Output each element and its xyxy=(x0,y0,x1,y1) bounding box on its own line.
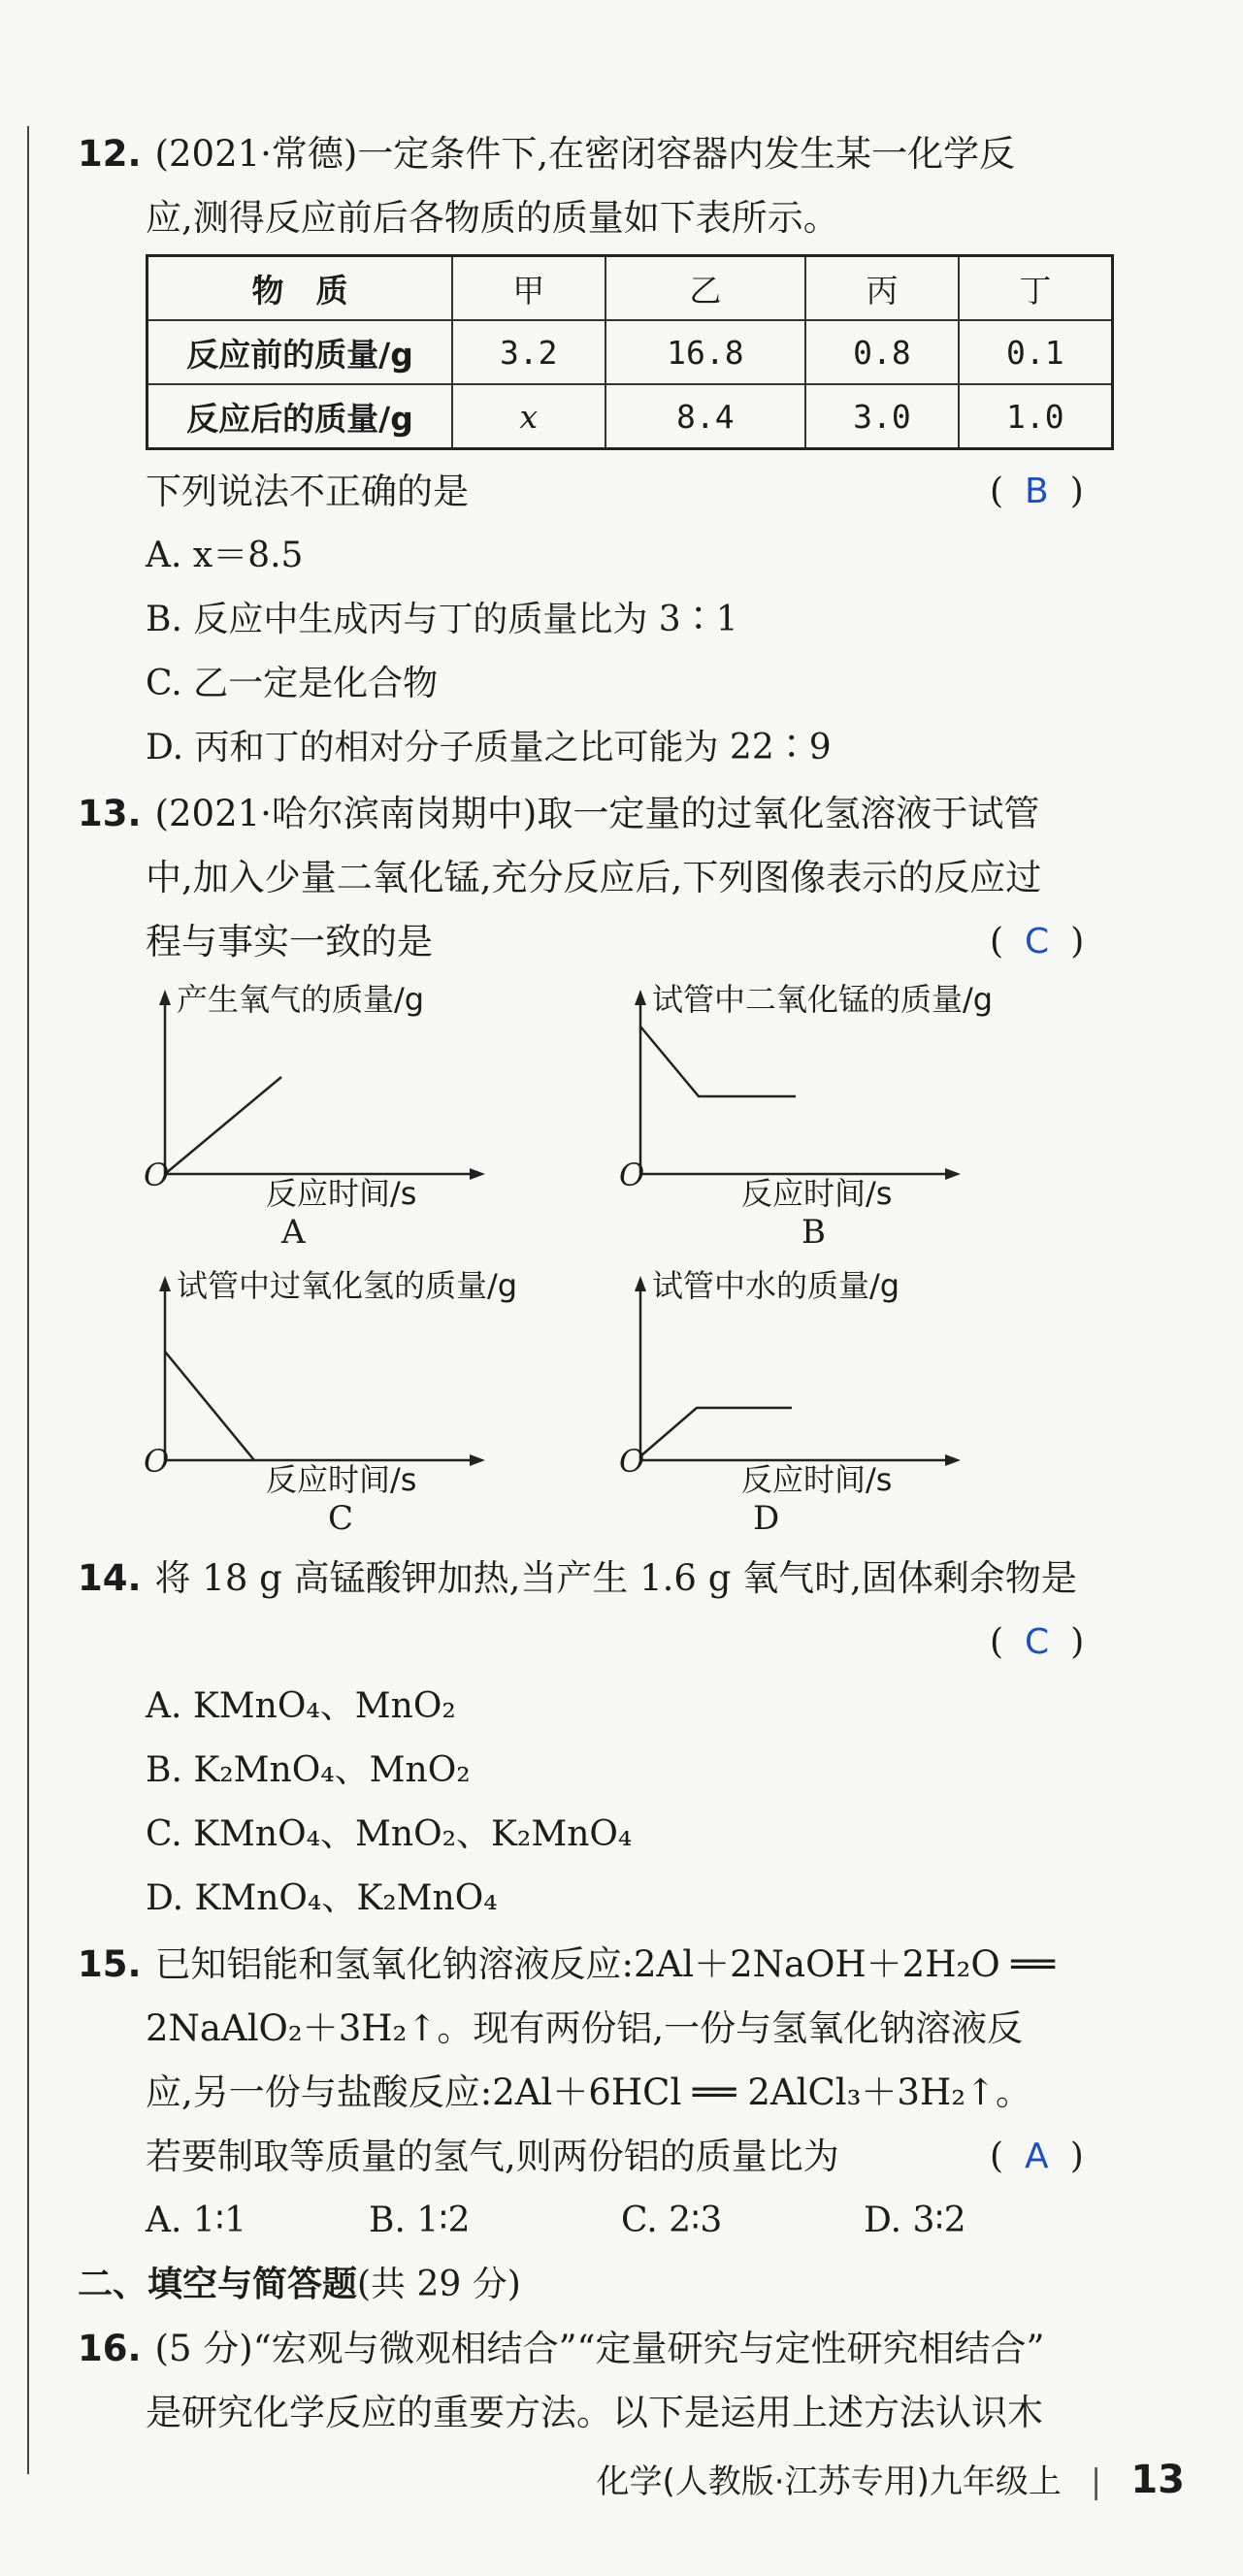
q16-text1: (5 分)“宏观与微观相结合”“定量研究与定性研究相结合” xyxy=(154,2328,1045,2369)
x-axis-arrow-icon xyxy=(470,1454,485,1466)
table-cell: 反应后的质量/g xyxy=(147,384,453,449)
x-axis-arrow-icon xyxy=(945,1168,961,1180)
q15-text1: 已知铝能和氢氧化钠溶液反应:2Al＋2NaOH＋2H₂O ══ xyxy=(154,1943,1055,1985)
table-header-cell: 乙 xyxy=(605,256,806,321)
graph-c-ylabel: 试管中过氧化氢的质量/g xyxy=(177,1267,518,1304)
q12-option-b: B. 反应中生成丙与丁的质量比为 3∶1 xyxy=(146,600,738,639)
q15-option-b: B. 1∶2 xyxy=(369,2201,471,2240)
q13-line1 xyxy=(78,782,1039,846)
graph-a-label: A xyxy=(281,1213,306,1252)
q12-text1: (2021·常德)一定条件下,在密闭容器内发生某一化学反 xyxy=(154,133,1016,175)
answer-letter: B xyxy=(1025,472,1049,511)
q16-number: 16. xyxy=(78,2328,142,2369)
y-axis-arrow-icon xyxy=(159,1276,171,1291)
q15-option-a: A. 1∶1 xyxy=(146,2201,247,2240)
q12-option-c: C. 乙一定是化合物 xyxy=(146,664,439,703)
answer-letter: A xyxy=(1025,2136,1049,2176)
footer-separator: | xyxy=(1090,2462,1102,2501)
x-axis-arrow-icon xyxy=(470,1168,485,1180)
q15-option-c: C. 2∶3 xyxy=(621,2201,723,2240)
curve-line xyxy=(640,1027,796,1096)
table-row xyxy=(147,384,1113,449)
table-cell: 8.4 xyxy=(605,384,806,449)
q15-line3: 应,另一份与盐酸反应:2Al＋6HCl ══ 2AlCl₃＋3H₂↑。 xyxy=(146,2071,1032,2113)
y-axis-arrow-icon xyxy=(635,990,646,1005)
graph-d-label: D xyxy=(753,1499,780,1538)
section-points: (共 29 分) xyxy=(357,2265,521,2304)
q14-line1 xyxy=(78,1547,1077,1611)
table-header-cell: 丁 xyxy=(959,256,1113,321)
q13-line2: 中,加入少量二氧化锰,充分反应后,下列图像表示的反应过 xyxy=(146,857,1042,898)
table-row xyxy=(147,320,1113,384)
q14-number: 14. xyxy=(78,1557,142,1599)
graph-c-xlabel: 反应时间/s xyxy=(266,1461,417,1498)
q14-option-c: C. KMnO₄、MnO₂、K₂MnO₄ xyxy=(146,1814,633,1854)
answer-letter: C xyxy=(1025,922,1050,962)
q15-line2: 2NaAlO₂＋3H₂↑。现有两份铝,一份与氢氧化钠溶液反 xyxy=(146,2007,1024,2049)
q15-answer: ( A ) xyxy=(990,2136,1084,2176)
graph-a-origin: O xyxy=(144,1157,170,1193)
graph-c-origin: O xyxy=(144,1443,170,1480)
graph-b-label: B xyxy=(801,1213,826,1252)
table-cell: 0.1 xyxy=(959,320,1113,384)
q14-option-b: B. K₂MnO₄、MnO₂ xyxy=(146,1750,471,1790)
q12-option-a: A. x＝8.5 xyxy=(146,536,304,575)
q12-option-d: D. 丙和丁的相对分子质量之比可能为 22∶9 xyxy=(146,728,832,767)
q16-line1 xyxy=(78,2317,1044,2381)
curve-line xyxy=(165,1077,281,1174)
footer-book-title: 化学(人教版·江苏专用)九年级上 xyxy=(596,2462,1062,2501)
table-header-cell: 物 质 xyxy=(147,256,453,321)
x-axis-arrow-icon xyxy=(945,1454,961,1466)
table-header-cell: 丙 xyxy=(805,256,959,321)
graph-d-xlabel: 反应时间/s xyxy=(741,1461,893,1498)
table-cell: 0.8 xyxy=(805,320,959,384)
answer-letter: C xyxy=(1025,1622,1050,1662)
graph-b-ylabel: 试管中二氧化锰的质量/g xyxy=(652,981,994,1018)
q12-answer: ( B ) xyxy=(990,472,1084,511)
table-header-cell: 甲 xyxy=(452,256,605,321)
table-cell: 3.0 xyxy=(805,384,959,449)
table-cell: 1.0 xyxy=(959,384,1113,449)
q12-table xyxy=(146,254,1114,450)
q15-line1 xyxy=(78,1933,1055,1997)
table-cell: 16.8 xyxy=(605,320,806,384)
q12-line2: 应,测得反应前后各物质的质量如下表所示。 xyxy=(146,197,839,239)
q15-line4: 若要制取等质量的氢气,则两份铝的质量比为 xyxy=(146,2136,839,2177)
graph-c-label: C xyxy=(328,1499,354,1538)
q14-text1: 将 18 g 高锰酸钾加热,当产生 1.6 g 氧气时,固体剩余物是 xyxy=(154,1557,1077,1599)
q14-answer: ( C ) xyxy=(990,1622,1085,1662)
graph-b-origin: O xyxy=(619,1157,645,1193)
graph-d-ylabel: 试管中水的质量/g xyxy=(652,1267,900,1304)
q12-stem: 下列说法不正确的是 xyxy=(146,471,469,512)
y-axis-arrow-icon xyxy=(159,990,171,1005)
margin-rule xyxy=(27,126,29,2474)
q14-option-a: A. KMnO₄、MnO₂ xyxy=(146,1686,456,1726)
table-cell: 3.2 xyxy=(452,320,605,384)
y-axis-arrow-icon xyxy=(635,1276,646,1291)
q16-line2: 是研究化学反应的重要方法。以下是运用上述方法认识木 xyxy=(146,2392,1043,2433)
q12-number: 12. xyxy=(78,133,142,175)
table-cell: 反应前的质量/g xyxy=(147,320,453,384)
table-header-row xyxy=(147,256,1113,321)
graph-a-xlabel: 反应时间/s xyxy=(266,1175,417,1212)
q15-number: 15. xyxy=(78,1943,142,1985)
page-footer xyxy=(597,2455,1185,2502)
q15-option-d: D. 3∶2 xyxy=(864,2201,966,2240)
page-number: 13 xyxy=(1130,2458,1185,2502)
q14-option-d: D. KMnO₄、K₂MnO₄ xyxy=(146,1878,498,1918)
graph-d-origin: O xyxy=(619,1443,645,1480)
curve-line xyxy=(165,1352,254,1460)
curve-line xyxy=(640,1408,792,1456)
section-title: 二、填空与简答题 xyxy=(78,2265,358,2304)
graph-a-ylabel: 产生氧气的质量/g xyxy=(177,981,425,1018)
q13-text1: (2021·哈尔滨南岗期中)取一定量的过氧化氢溶液于试管 xyxy=(154,793,1040,834)
q13-number: 13. xyxy=(78,793,142,834)
q12-line1 xyxy=(78,122,1015,186)
table-cell: x xyxy=(452,384,605,449)
graph-b-xlabel: 反应时间/s xyxy=(741,1175,893,1212)
section-heading xyxy=(78,2253,521,2317)
q13-answer: ( C ) xyxy=(990,922,1085,962)
q13-line3: 程与事实一致的是 xyxy=(146,921,433,962)
